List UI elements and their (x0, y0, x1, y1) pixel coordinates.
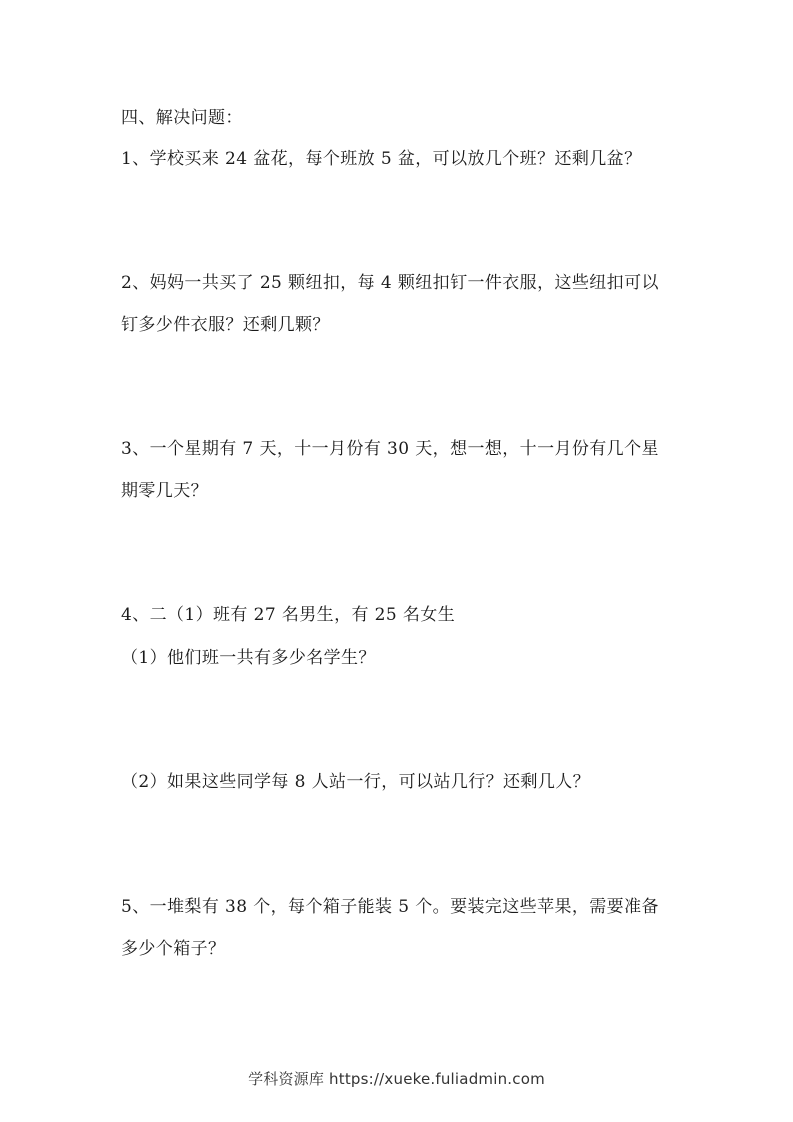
problem-5-line-2: 多少个箱子？ (121, 939, 226, 959)
section-heading: 四、解决问题： (121, 108, 243, 128)
problem-4-sub-1: （1）他们班一共有多少名学生？ (121, 648, 376, 668)
problem-3-line-2: 期零几天？ (121, 481, 208, 501)
problem-1-line-1: 1、学校买来 24 盆花，每个班放 5 盆，可以放几个班？还剩几盆？ (121, 149, 642, 169)
problem-4-sub-2: （2）如果这些同学每 8 人站一行，可以站几行？还剩几人？ (121, 772, 591, 792)
footer-source-text: 学科资源库 https://xueke.fuliadmin.com (248, 1070, 545, 1088)
problem-2-line-1: 2、妈妈一共买了 25 颗纽扣，每 4 颗纽扣钉一件衣服，这些纽扣可以 (121, 273, 659, 293)
problem-4-line-1: 4、二（1）班有 27 名男生，有 25 名女生 (121, 605, 456, 625)
problem-3-line-1: 3、一个星期有 7 天，十一月份有 30 天，想一想，十一月份有几个星 (121, 439, 659, 459)
problem-5-line-1: 5、一堆梨有 38 个，每个箱子能装 5 个。要装完这些苹果，需要准备 (121, 897, 659, 917)
problem-2-line-2: 钉多少件衣服？还剩几颗？ (121, 315, 330, 335)
